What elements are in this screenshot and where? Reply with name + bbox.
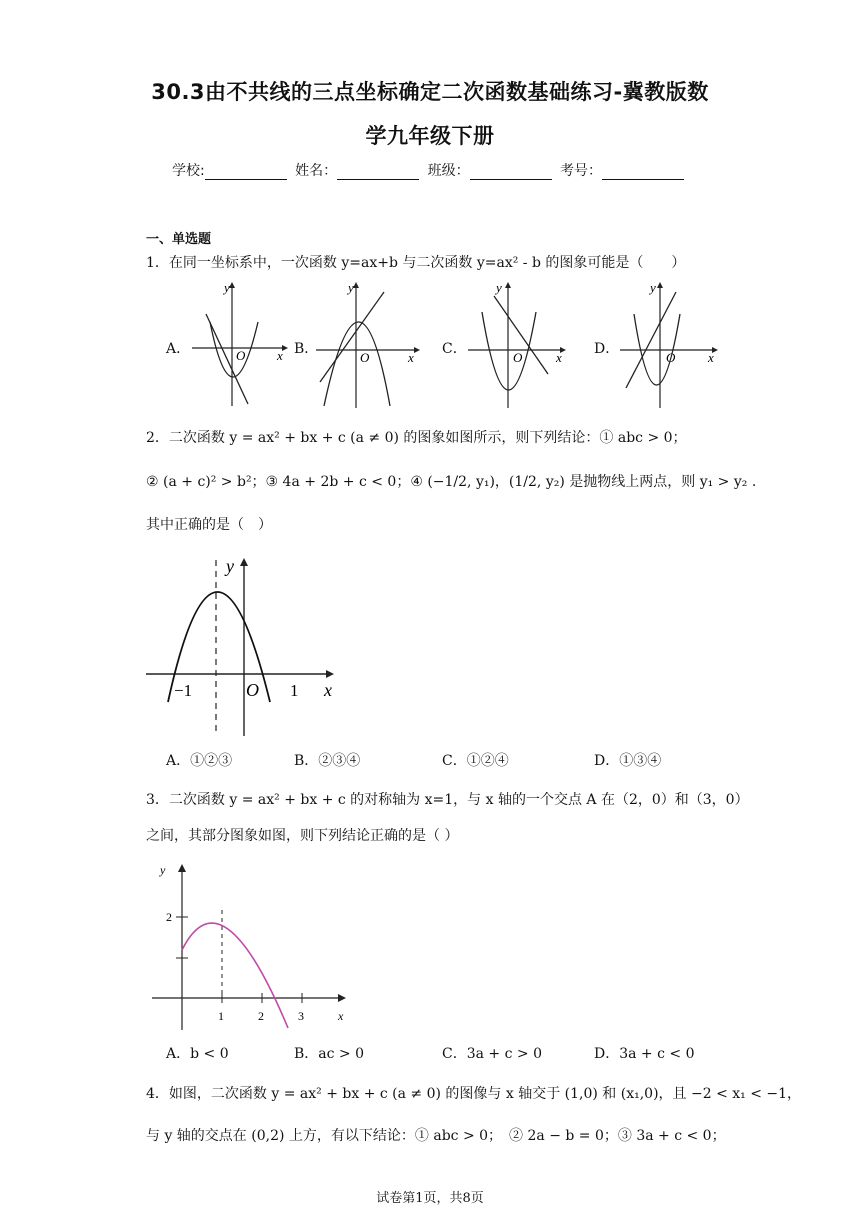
q1-option-d-label[interactable]: D． [594, 341, 620, 357]
q1-graph-a [188, 278, 288, 412]
page-title: 30.3由不共线的三点坐标确定二次函数基础练习-冀教版数 [151, 80, 709, 104]
question-2-line3: 其中正确的是（ ） [146, 517, 272, 533]
page-title-line2: 学九年级下册 [365, 124, 495, 148]
x-axis-label: x [708, 350, 714, 365]
q3-option-d[interactable]: D．3a + c < 0 [594, 1046, 695, 1062]
y-axis-label: y [496, 280, 502, 295]
q3-option-a[interactable]: A．b < 0 [166, 1046, 229, 1062]
school-blank[interactable] [205, 165, 287, 180]
tick-label-1: 1 [290, 681, 299, 700]
info-name-label: 姓名： [295, 163, 338, 179]
name-blank[interactable] [337, 165, 419, 180]
x-axis-label: x [277, 348, 283, 363]
q3-option-b[interactable]: B．ac > 0 [294, 1046, 365, 1062]
info-class-label: 班级： [427, 163, 470, 179]
class-blank[interactable] [470, 165, 552, 180]
origin-label: O [666, 350, 676, 365]
question-4-line1: 4．如图，二次函数 y = ax² + bx + c (a ≠ 0) 的图像与 x 轴交于 (1,0) 和 (x₁,0)，且 −2 < x₁ < −1， [146, 1086, 802, 1102]
parabola-curve [182, 923, 288, 1028]
q1-graph-c [464, 278, 570, 412]
q2-option-a[interactable]: A．①②③ [166, 753, 233, 769]
origin-label: O [513, 350, 523, 365]
x-tick-1: 1 [218, 1009, 224, 1023]
y-tick-2: 2 [166, 910, 172, 924]
question-4-line2: 与 y 轴的交点在 (0,2) 上方，有以下结论：① abc > 0； ② 2a − b = 0；③ 3a + c < 0； [146, 1128, 726, 1144]
y-axis-label: y [650, 280, 656, 295]
q3-option-c[interactable]: C．3a + c > 0 [442, 1046, 542, 1062]
y-axis-label: y [226, 556, 234, 576]
info-number-label: 考号： [560, 163, 603, 179]
question-2-line2: ② (a + c)² > b²；③ 4a + 2b + c < 0；④ (−1/2, y₁)，(1/2, y₂) 是抛物线上两点，则 y₁ > y₂ . [146, 474, 757, 490]
q1-option-c-label[interactable]: C． [442, 341, 467, 357]
section-heading: 一、单选题 [146, 232, 212, 247]
x-tick-3: 3 [298, 1009, 304, 1023]
q2-option-c[interactable]: C．①②④ [442, 753, 509, 769]
x-axis-label: x [556, 350, 562, 365]
q2-parabola-graph [140, 552, 340, 742]
x-tick-2: 2 [258, 1009, 264, 1023]
student-info-line [0, 160, 860, 180]
q1-option-b-label[interactable]: B． [294, 341, 319, 357]
tick-label-neg1: −1 [174, 681, 193, 700]
question-3-line1: 3．二次函数 y = ax² + bx + c 的对称轴为 x=1，与 x 轴的一个交点 A 在（2，0）和（3，0） [146, 792, 749, 808]
info-school-label: 学校: [171, 163, 205, 179]
number-blank[interactable] [602, 165, 684, 180]
page-footer: 试卷第1页，共8页 [376, 1191, 484, 1206]
q2-option-b[interactable]: B．②③④ [294, 753, 361, 769]
y-axis-label: y [348, 280, 354, 295]
x-axis-label: x [324, 680, 332, 700]
y-axis-label: y [224, 280, 230, 295]
question-2-line1: 2．二次函数 y = ax² + bx + c (a ≠ 0) 的图象如图所示，则下列结论：① abc > 0； [146, 430, 687, 446]
q1-graph-d [616, 278, 722, 412]
origin-label: O [236, 348, 246, 363]
q1-option-a-label[interactable]: A． [166, 341, 191, 357]
q3-parabola-graph [146, 858, 356, 1030]
x-axis-label: x [408, 350, 414, 365]
question-3-line2: 之间，其部分图象如图，则下列结论正确的是（ ） [146, 828, 459, 844]
y-axis-label: y [160, 863, 166, 877]
question-1-text: 1．在同一坐标系中，一次函数 y=ax+b 与二次函数 y=ax² - b 的图象可能是（ ） [146, 255, 686, 271]
x-axis-label: x [338, 1009, 344, 1023]
origin-label: O [246, 680, 259, 700]
q1-graph-b [312, 278, 422, 412]
origin-label: O [360, 350, 370, 365]
q2-option-d[interactable]: D．①③④ [594, 753, 662, 769]
